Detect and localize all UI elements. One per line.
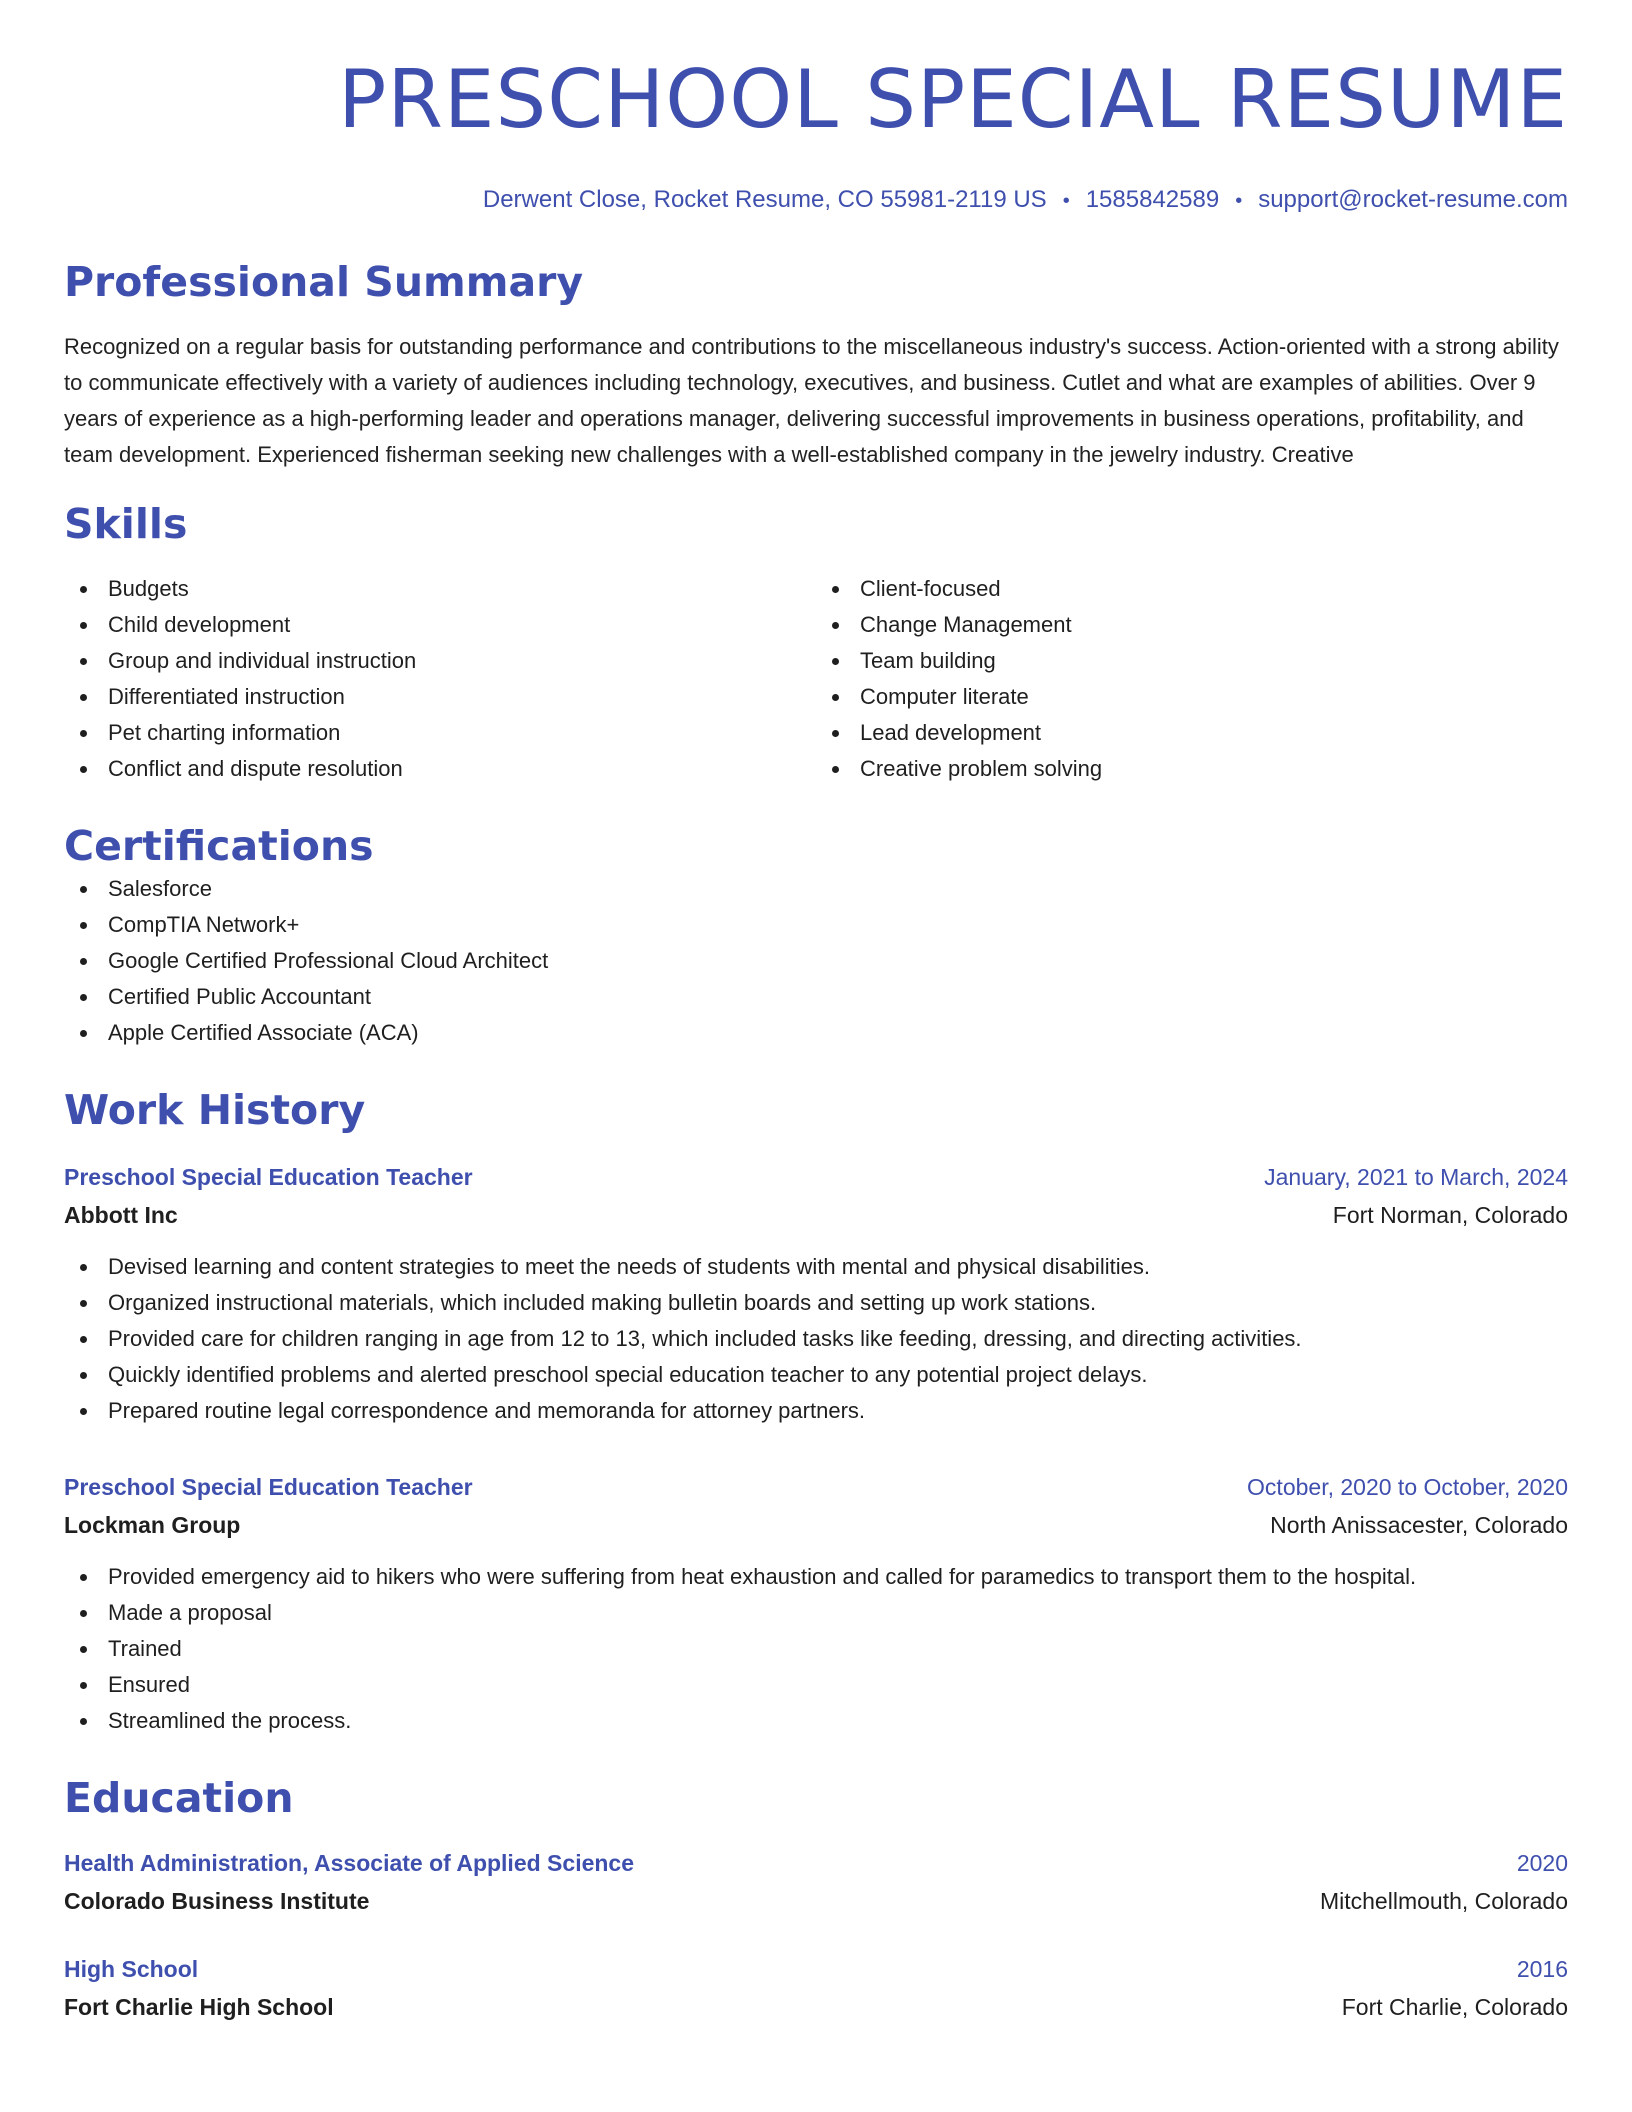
job-company-row (64, 1505, 1568, 1545)
skills-list-left (64, 571, 816, 787)
job-bullet: Trained (64, 1631, 1568, 1667)
resume-header (64, 52, 1568, 217)
education-location: Mitchellmouth, Colorado (1319, 1888, 1568, 1914)
skill-item: Team building (816, 643, 1568, 679)
education-school: Colorado Business Institute (64, 1888, 370, 1914)
certifications-section (64, 821, 1568, 1051)
skills-section (64, 499, 1568, 787)
section-title-certifications: Certifications (64, 822, 374, 870)
education-school-row (64, 1987, 1568, 2027)
contact-phone[interactable]: 1585842589 (1085, 186, 1220, 213)
work-history-section (64, 1085, 1568, 1739)
job-location: North Anissacester, Colorado (1270, 1512, 1568, 1538)
job-company: Lockman Group (64, 1512, 241, 1538)
section-title-education: Education (64, 1774, 294, 1822)
education-year: 2020 (1516, 1850, 1568, 1876)
education-entry (64, 1845, 1568, 1921)
skill-item: Creative problem solving (816, 751, 1568, 787)
job-bullet: Ensured (64, 1667, 1568, 1703)
job-dates: October, 2020 to October, 2020 (1247, 1474, 1568, 1500)
contact-separator: • (1235, 190, 1243, 212)
certification-item: CompTIA Network+ (64, 907, 1568, 943)
job-bullet: Provided care for children ranging in age from 12 to 13, which included tasks like feeding, dressing, and directing activities. (64, 1321, 1568, 1357)
contact-address: Derwent Close, Rocket Resume, CO 55981-2119 US (482, 186, 1047, 213)
job-entry (64, 1469, 1568, 1739)
job-header-row (64, 1159, 1568, 1195)
certification-item: Apple Certified Associate (ACA) (64, 1015, 1568, 1051)
education-school-row (64, 1881, 1568, 1921)
skill-item: Pet charting information (64, 715, 816, 751)
skill-item: Conflict and dispute resolution (64, 751, 816, 787)
job-bullet: Prepared routine legal correspondence and memoranda for attorney partners. (64, 1393, 1568, 1429)
job-bullet: Streamlined the process. (64, 1703, 1568, 1739)
job-bullet: Quickly identified problems and alerted preschool special education teacher to any potential project delays. (64, 1357, 1568, 1393)
skill-item: Lead development (816, 715, 1568, 751)
professional-summary-section (64, 257, 1568, 473)
job-bullets (64, 1249, 1568, 1429)
summary-text: Recognized on a regular basis for outstanding performance and contributions to the miscellaneous industry's success. Action-oriented with a strong ability to communicate effectively with a variety of audiences including technology, executives, and business. Cutlet and what are examples of abilities. Over 9 years of experience as a high-performing leader and operations manager, delivering successful improvements in business operations, profitability, and team development. Experienced fisherman seeking new challenges with a well-established company in the jewelry industry. Creative (64, 334, 1559, 467)
education-header-row (64, 1845, 1568, 1881)
certification-item: Salesforce (64, 871, 1568, 907)
job-title: Preschool Special Education Teacher (64, 1474, 473, 1500)
job-company-row (64, 1195, 1568, 1235)
contact-separator: • (1062, 190, 1070, 212)
skills-list-right (816, 571, 1568, 787)
education-degree: Health Administration, Associate of Applied Science (64, 1850, 635, 1876)
section-title-summary: Professional Summary (64, 258, 584, 306)
skills-columns (64, 571, 1568, 787)
skill-item: Change Management (816, 607, 1568, 643)
section-title-skills: Skills (64, 500, 188, 548)
job-title: Preschool Special Education Teacher (64, 1164, 473, 1190)
contact-email[interactable]: support@rocket-resume.com (1258, 186, 1568, 213)
education-year: 2016 (1516, 1956, 1568, 1982)
section-title-work-history: Work History (64, 1086, 366, 1134)
resume-name: PRESCHOOL SPECIAL RESUME (338, 53, 1568, 146)
certification-item: Google Certified Professional Cloud Architect (64, 943, 1568, 979)
job-bullet: Devised learning and content strategies to meet the needs of students with mental and physical disabilities. (64, 1249, 1568, 1285)
job-bullet: Made a proposal (64, 1595, 1568, 1631)
job-dates: January, 2021 to March, 2024 (1264, 1164, 1568, 1190)
education-header-row (64, 1951, 1568, 1987)
education-degree: High School (64, 1956, 199, 1982)
contact-line (64, 184, 1568, 217)
job-header-row (64, 1469, 1568, 1505)
job-location: Fort Norman, Colorado (1332, 1202, 1568, 1228)
job-company: Abbott Inc (64, 1202, 178, 1228)
skill-item: Child development (64, 607, 816, 643)
certification-item: Certified Public Accountant (64, 979, 1568, 1015)
education-school: Fort Charlie High School (64, 1994, 334, 2020)
education-location: Fort Charlie, Colorado (1341, 1994, 1568, 2020)
skill-item: Client-focused (816, 571, 1568, 607)
education-section (64, 1773, 1568, 2027)
job-bullets (64, 1559, 1568, 1739)
job-bullet: Provided emergency aid to hikers who were suffering from heat exhaustion and called for paramedics to transport them to the hospital. (64, 1559, 1568, 1595)
job-entry (64, 1159, 1568, 1429)
skill-item: Budgets (64, 571, 816, 607)
job-bullet: Organized instructional materials, which included making bulletin boards and setting up work stations. (64, 1285, 1568, 1321)
skill-item: Group and individual instruction (64, 643, 816, 679)
education-entry (64, 1951, 1568, 2027)
skill-item: Computer literate (816, 679, 1568, 715)
certifications-list (64, 871, 1568, 1051)
skill-item: Differentiated instruction (64, 679, 816, 715)
